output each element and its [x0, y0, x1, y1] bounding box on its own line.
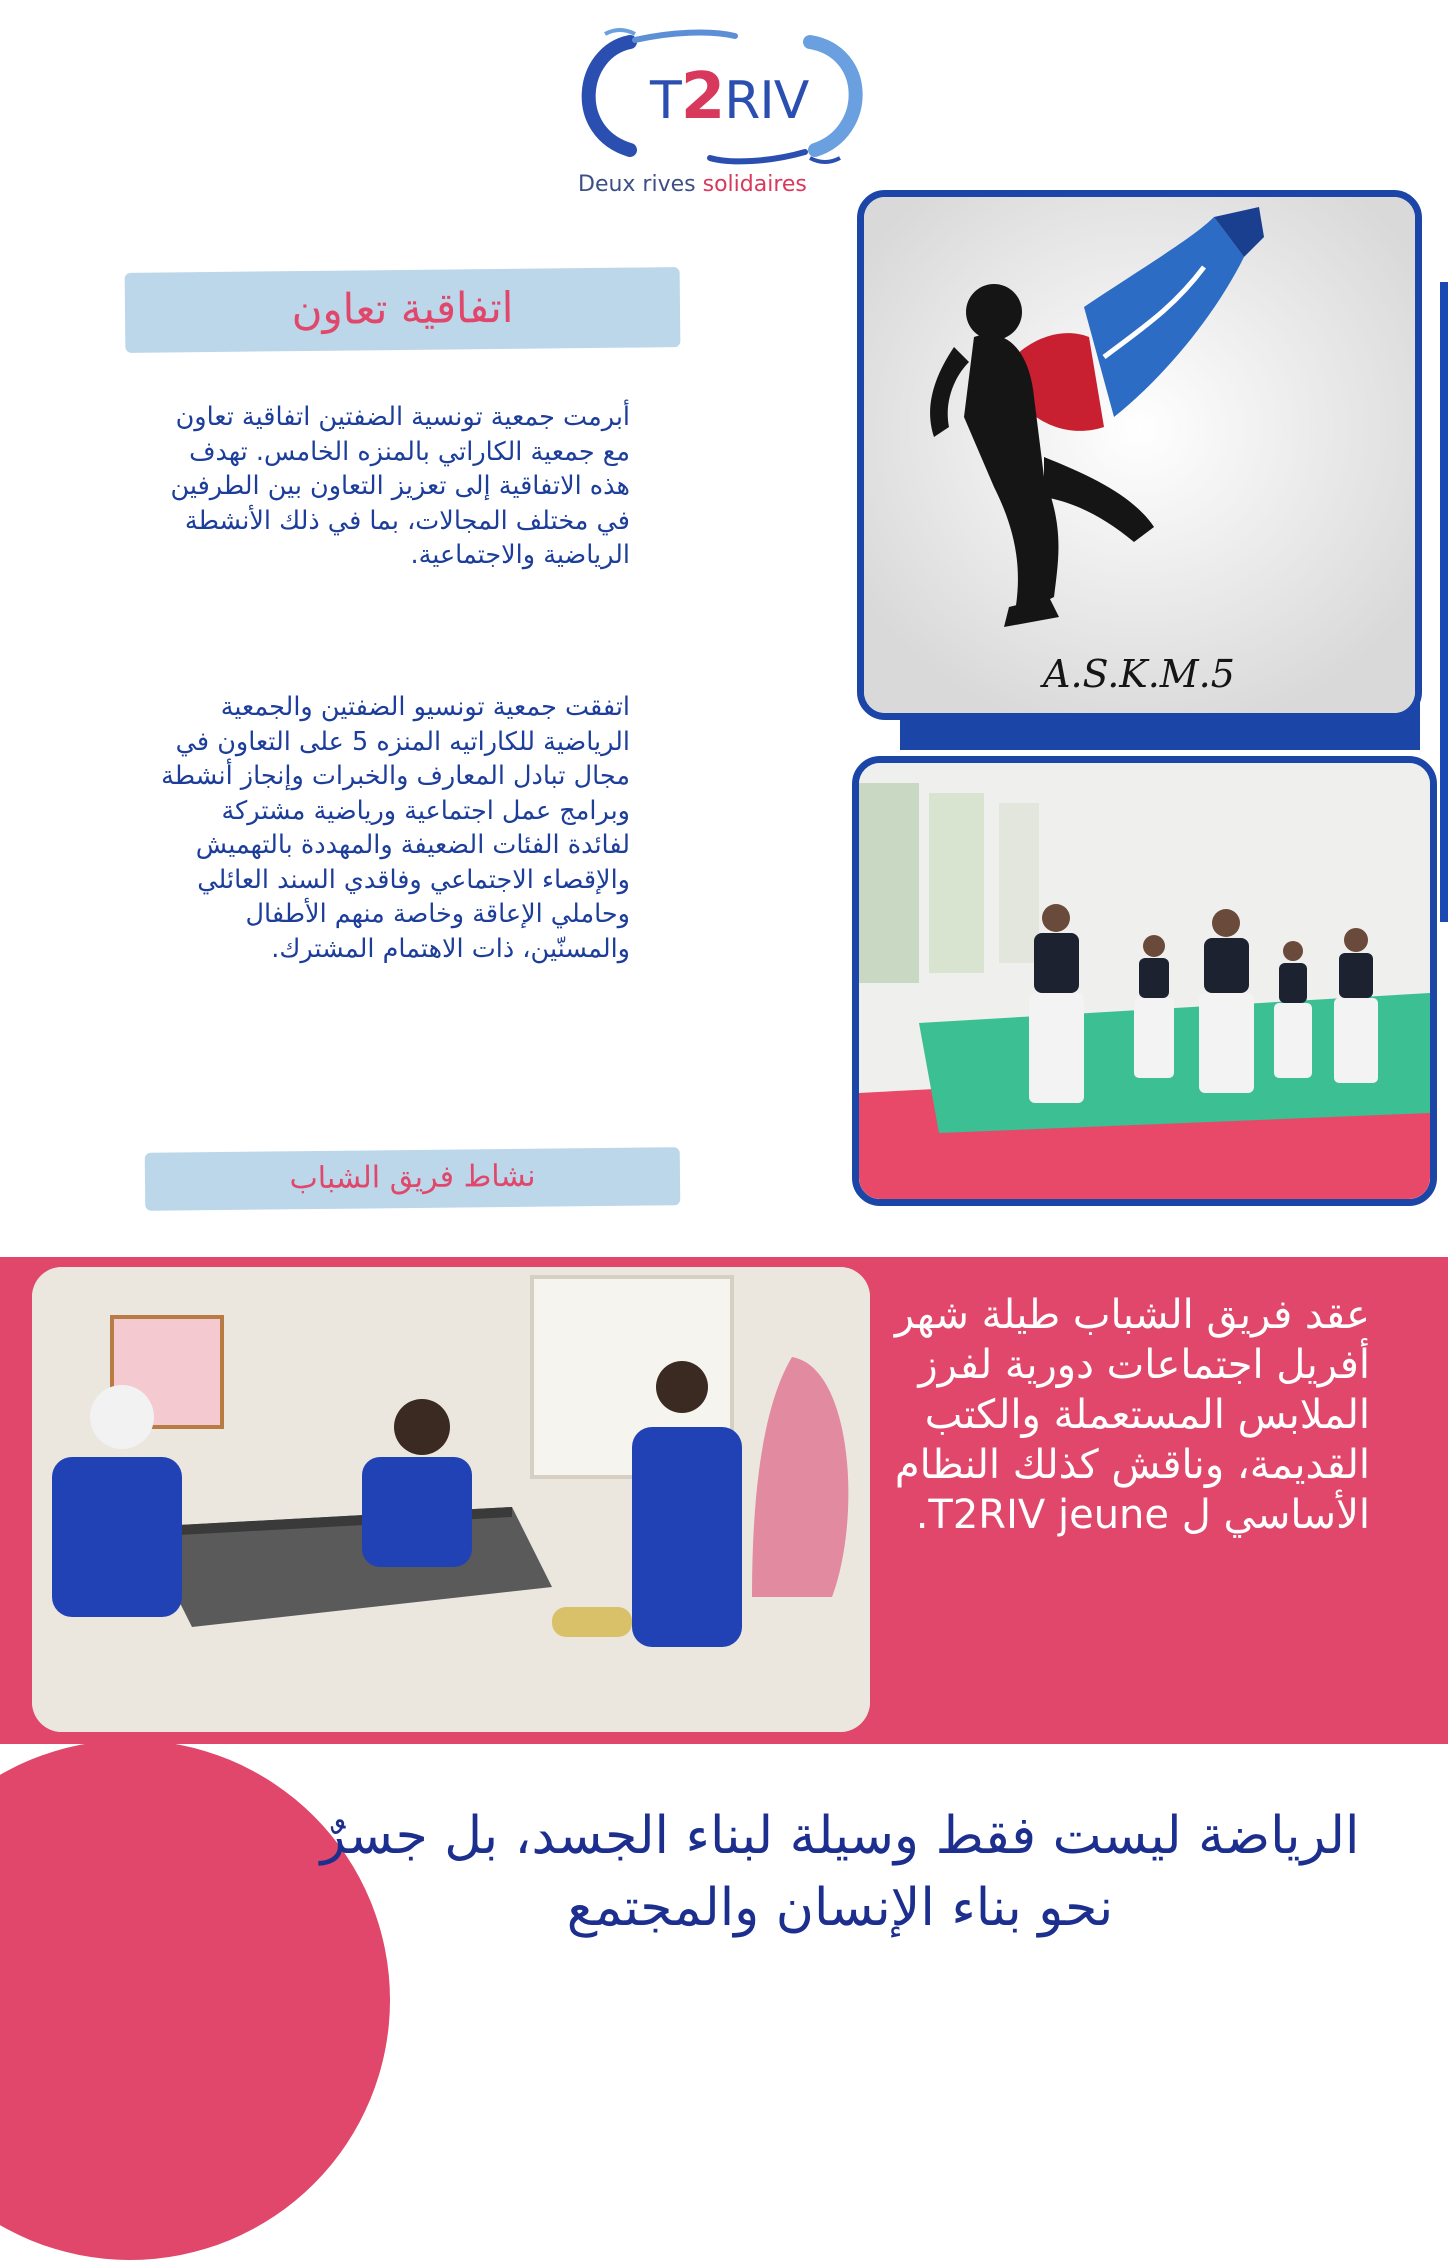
- title-banner-youth: [145, 1147, 681, 1211]
- karate-kick-silhouette-icon: [864, 197, 1415, 713]
- askm5-logo-image: [857, 190, 1422, 720]
- paragraph-agreement-intro: أبرمت جمعية تونسية الضفتين اتفاقية تعاون مع جمعية الكاراتي بالمنزه الخامس. تهدف هذه الاتفاقية إلى تعزيز التعاون بين الطرفين في مختلف المجالات، بما في ذلك الأنشطة الرياضية والاجتماعية.: [170, 402, 630, 570]
- t2riv-logo: [560, 22, 880, 212]
- tagline-main: Deux rives: [578, 172, 703, 197]
- logo-letter-t: T: [650, 71, 681, 131]
- askm5-label: A.S.K.M.5: [1043, 652, 1235, 696]
- logo-wordmark: [650, 60, 808, 134]
- logo-letters-riv: RIV: [724, 71, 809, 131]
- title-banner-cooperation: [125, 267, 681, 353]
- tagline-accent: solidaires: [702, 172, 807, 197]
- youth-meeting-photo: [32, 1267, 870, 1732]
- logo-tagline: [578, 172, 878, 197]
- karate-training-photo: [852, 756, 1437, 1206]
- footer-quote: الرياضة ليست فقط وسيلة لبناء الجسد، بل جسرٌ نحو بناء الإنسان والمجتمع: [320, 1806, 1360, 1938]
- right-accent-bar: [1440, 282, 1448, 922]
- paragraph-agreement-details: اتفقت جمعية تونسيو الضفتين والجمعية الرياضية للكاراتيه المنزه 5 على التعاون في مجال تبادل المعارف والخبرات وإنجاز أنشطة وبرامج عمل اجتماعية ورياضية مشتركة لفائدة الفئات الضعيفة والمهددة بالتهميش والإقصاء الاجتماعي وفاقدي السند العائلي وحاملي الإعاقة وخاصة منهم الأطفال والمسنّين، ذات الاهتمام المشترك.: [161, 692, 630, 964]
- section-title-youth-activity: نشاط فريق الشباب: [289, 1158, 536, 1197]
- youth-meeting-illustration: [32, 1267, 870, 1732]
- logo-digit-2: 2: [680, 60, 725, 134]
- youth-activity-text: عقد فريق الشباب طيلة شهر أفريل اجتماعات دورية لفرز الملابس المستعملة والكتب القديمة، وناقش كذلك النظام الأساسي ل T2RIV jeune.: [894, 1292, 1370, 1538]
- section-title-cooperation: اتفاقية تعاون: [291, 282, 514, 335]
- karate-training-illustration: [859, 763, 1430, 1199]
